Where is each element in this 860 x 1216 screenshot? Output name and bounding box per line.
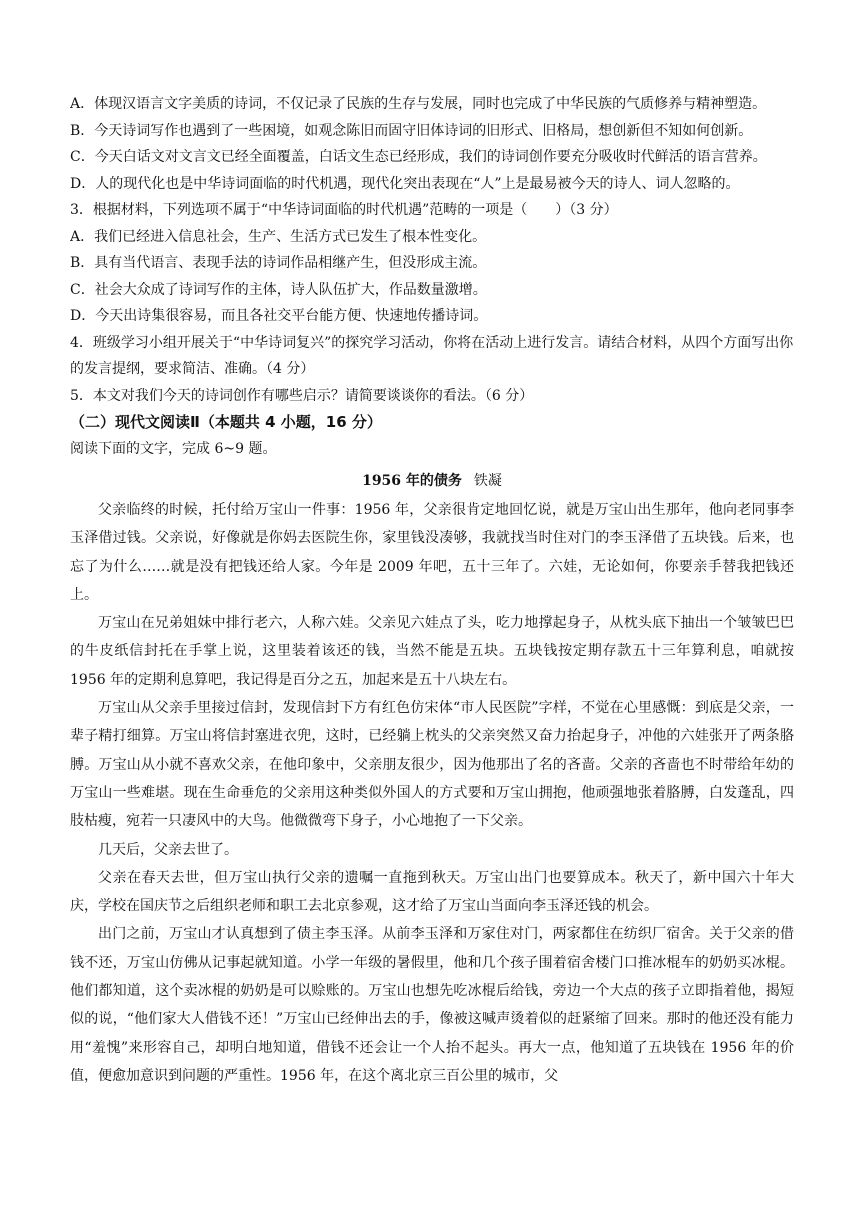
story-paragraph: 万宝山在兄弟姐妹中排行老六，人称六娃。父亲见六娃点了头，吃力地撑起身子，从枕头底下抽出一个皱皱巴巴的牛皮纸信封托在手掌上说，这里装着该还的钱，当然不能是五块。五块钱按定期存款五十三年算利息，咱就按 1956 年的定期利息算吧，我记得是百分之五，加起来是五十八块左右。 [70, 615, 794, 688]
story-paragraph: 万宝山从父亲手里接过信封，发现信封下方有红色仿宋体“市人民医院”字样，不觉在心里感慨：到底是父亲，一辈子精打细算。万宝山将信封塞进衣兜，这时，已经躺上枕头的父亲突然又奋力抬起身子，冲他的六娃张开了两条胳膊。万宝山从小就不喜欢父亲，在他印象中，父亲朋友很少，因为他那出了名的吝啬。父亲的吝啬也不时带给年幼的万宝山一些难堪。现在生命垂危的父亲用这种类似外国人的方式要和万宝山拥抱，他顽强地张着胳膊，白发蓬乱，四肢枯瘦，宛若一只凄风中的大鸟。他微微弯下身子，小心地抱了一下父亲。 [70, 700, 794, 830]
story-paragraph: 出门之前，万宝山才认真想到了债主李玉泽。从前李玉泽和万家住对门，两家都住在纺织厂宿舍。关于父亲的借钱不还，万宝山仿佛从记事起就知道。小学一年级的暑假里，他和几个孩子围着宿舍楼门口推冰棍车的奶奶买冰棍。他们都知道，这个卖冰棍的奶奶是可以赊账的。万宝山也想先吃冰棍后给钱，旁边一个大点的孩子立即指着他，揭短似的说，“他们家大人借钱不还！”万宝山已经伸出去的手，像被这喊声烫着似的赶紧缩了回来。那时的他还没有能力用“羞愧”来形容自己，却明白地知道，借钱不还会让一个人抬不起头。再大一点，他知道了五块钱在 1956 年的价值，便愈加意识到问题的严重性。1956 年，在这个离北京三百公里的城市，父 [70, 926, 794, 1084]
story-author: 铁凝 [473, 473, 502, 489]
q3-stem: 3．根据材料，下列选项不属于“中华诗词面临的时代机遇”范畴的一项是（ ）（3 分） [70, 202, 618, 218]
section-instruction: 阅读下面的文字，完成 6~9 题。 [70, 440, 277, 457]
q2-option-c: C．今天白话文对文言文已经全面覆盖，白话文生态已经形成，我们的诗词创作要充分吸收时代鲜活的语言营养。 [70, 149, 767, 165]
q2-option-a: A．体现汉语言文字美质的诗词，不仅记录了民族的生存与发展，同时也完成了中华民族的气质修养与精神塑造。 [70, 96, 767, 112]
section-heading: （二）现代文阅读Ⅱ（本题共 4 小题，16 分） [70, 413, 382, 431]
q2-option-d: D．人的现代化也是中华诗词面临的时代机遇，现代化突出表现在“人”上是最易被今天的诗人、词人忽略的。 [70, 175, 740, 192]
story-body [70, 496, 794, 1090]
q3-option-c: C．社会大众成了诗词写作的主体，诗人队伍扩大，作品数量激增。 [70, 281, 487, 298]
story-paragraph: 父亲在春天去世，但万宝山执行父亲的遗嘱一直拖到秋天。万宝山出门也要算成本。秋天了，新中国六十年大庆，学校在国庆节之后组织老师和职工去北京参观，这才给了万宝山当面向李玉泽还钱的机会。 [70, 869, 794, 915]
story-title: 1956 年的债务 [362, 473, 462, 489]
q2-option-b: B．今天诗词写作也遇到了一些困境，如观念陈旧而固守旧体诗词的旧形式、旧格局，想创新但不知如何创新。 [70, 122, 753, 139]
q3-option-b: B．具有当代语言、表现手法的诗词作品相继产生，但没形成主流。 [70, 255, 487, 271]
exam-page [70, 91, 794, 1090]
story-paragraph: 几天后，父亲去世了。 [98, 841, 238, 858]
q3-option-d: D．今天出诗集很容易，而且各社交平台能方便、快速地传播诗词。 [70, 308, 488, 324]
q5-text: 5．本文对我们今天的诗词创作有哪些启示？请简要谈谈你的看法。（6 分） [70, 387, 534, 404]
q4-text: 4．班级学习小组开展关于“中华诗词复兴”的探究学习活动，你将在活动上进行发言。请结合材料，从四个方面写出你的发言提纲，要求简洁、准确。（4 分） [70, 334, 794, 377]
story-title-line [70, 466, 794, 496]
story-paragraph: 父亲临终的时候，托付给万宝山一件事：1956 年，父亲很肯定地回忆说，就是万宝山出生那年，他向老同事李玉泽借过钱。父亲说，好像就是你妈去医院生你，家里钱没凑够，我就找当时住对门的李玉泽借了五块钱。后来，也忘了为什么……就是没有把钱还给人家。今年是 2009 年吧，五十三年了。六娃，无论如何，你要亲手替我把钱还上。 [70, 502, 794, 603]
q3-option-a: A．我们已经进入信息社会，生产、生活方式已发生了根本性变化。 [70, 228, 487, 245]
